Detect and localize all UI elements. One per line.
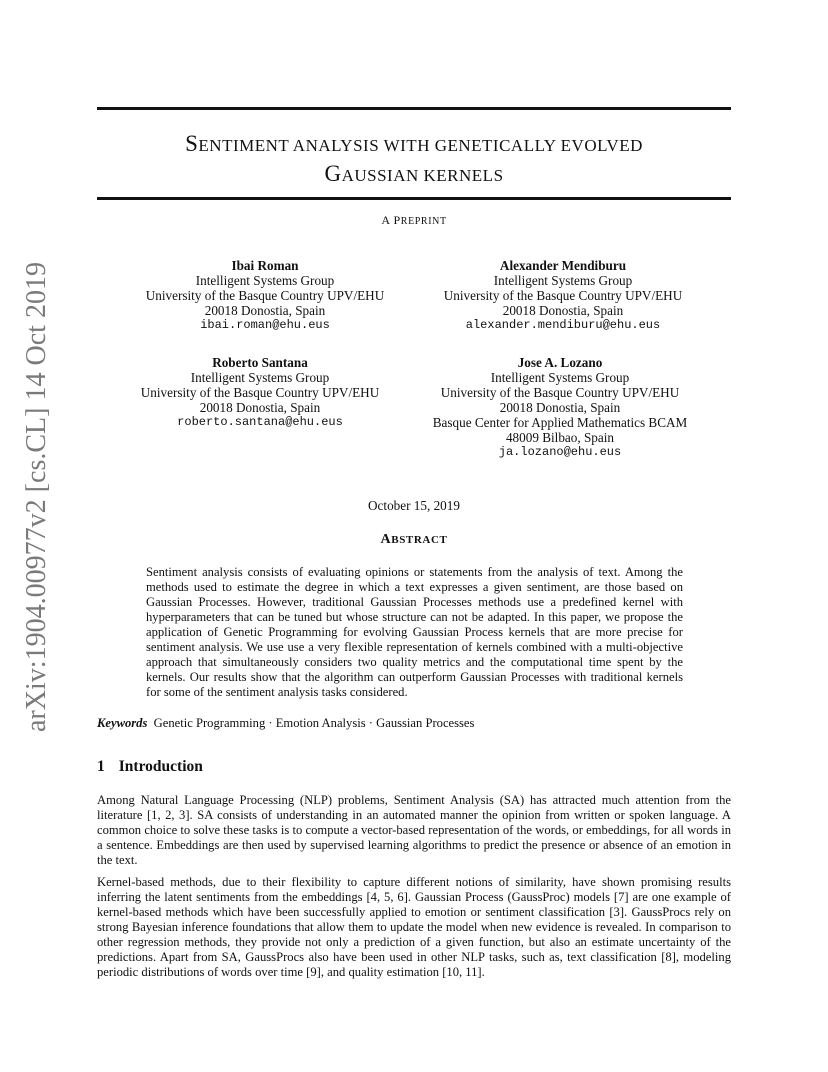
author-name: Ibai Roman — [231, 258, 299, 273]
author-name: Roberto Santana — [212, 355, 308, 370]
author-affiliation: Intelligent Systems Group — [190, 370, 330, 385]
abstract-heading: ABSTRACT — [380, 532, 448, 547]
author-address: 20018 Donostia, Spain — [204, 303, 326, 318]
title-line-2: GAUSSIAN KERNELS — [324, 161, 504, 186]
author-block — [428, 258, 698, 333]
author-name: Jose A. Lozano — [517, 355, 603, 370]
section-number: 1 — [97, 758, 105, 775]
title-rule-top — [97, 107, 731, 110]
author-affiliation: University of the Basque Country UPV/EHU — [145, 288, 385, 303]
arxiv-identifier: arXiv:1904.00977v2 [cs.CL] 14 Oct 2019 — [21, 262, 52, 732]
author-block — [420, 355, 700, 460]
author-affiliation: University of the Basque Country UPV/EHU — [443, 288, 683, 303]
keywords — [97, 716, 731, 731]
author-address: 20018 Donostia, Spain — [499, 400, 621, 415]
author-email[interactable]: ibai.roman@ehu.eus — [200, 318, 330, 332]
title-line-1: SENTIMENT ANALYSIS WITH GENETICALLY EVOLVED — [185, 131, 643, 156]
section-title: Introduction — [118, 758, 203, 775]
arxiv-stamp-svg — [12, 262, 52, 737]
author-affiliation: Basque Center for Applied Mathematics BCAM — [432, 415, 688, 430]
preprint-label: A PREPRINT — [381, 213, 447, 227]
author-address: 48009 Bilbao, Spain — [505, 430, 615, 445]
author-block — [130, 355, 390, 430]
body-paragraph: Among Natural Language Processing (NLP) problems, Sentiment Analysis (SA) has attracted much attention from the literature [1, 2, 3]. SA consists of understanding in an automated manner the opinion from written or spoken language. A common choice to solve these tasks is to compute a vector-based representation of the words, or embeddings, for all words in a sentence. Embeddings are then used by supervised learning algorithms to predict the presence or absence of an emotion in the text. — [97, 793, 731, 867]
arxiv-stamp — [12, 262, 52, 737]
section-heading — [97, 758, 203, 776]
keywords-text: Genetic Programming · Emotion Analysis · Gaussian Processes — [153, 716, 475, 730]
keywords-label: Keywords — [97, 716, 148, 730]
author-affiliation: Intelligent Systems Group — [195, 273, 335, 288]
body-paragraph: Kernel-based methods, due to their flexibility to capture different notions of similarity, have shown promising results inferring the latent sentiments from the embeddings [4, 5, 6]. Gaussian Process (GaussProc) models [7] are one example of kernel-based methods which have been successfully applied to emotion or sentiment classification [3]. GaussProcs rely on strong Bayesian inference foundations that allow them to update the model when new evidence is revealed. In comparison to other regression methods, they provide not only a prediction of a given function, but also an estimate uncertainty of the predictions. Apart from SA, GaussProcs also have been used in other NLP tasks, such as, text classification [8], modeling periodic distributions of words over time [9], and quality estimation [10, 11]. — [97, 875, 731, 979]
paper-title — [97, 130, 731, 190]
author-name: Alexander Mendiburu — [499, 258, 627, 273]
author-affiliation: University of the Basque Country UPV/EHU — [440, 385, 680, 400]
author-block — [135, 258, 395, 333]
author-affiliation: Intelligent Systems Group — [493, 273, 633, 288]
author-address: 20018 Donostia, Spain — [502, 303, 624, 318]
author-affiliation: University of the Basque Country UPV/EHU — [140, 385, 380, 400]
author-address: 20018 Donostia, Spain — [199, 400, 321, 415]
title-rule-bottom — [97, 197, 731, 200]
abstract-body: Sentiment analysis consists of evaluating opinions or statements from the analysis of text. Among the methods used to estimate the degree in which a text expresses a given sentiment, are those based on Gaussian Processes. However, traditional Gaussian Processes methods use a predefined kernel with hyperparameters that can be tuned but whose structure can not be adapted. In this paper, we propose the application of Genetic Programming for evolving Gaussian Process kernels that are more precise for sentiment analysis. We use use a very flexible representation of kernels combined with a multi-objective approach that simultaneously considers two quality metrics and the computational time spent by the kernels. Our results show that the algorithm can outperform Gaussian Processes with traditional kernels for some of the sentiment analysis tasks considered. — [146, 565, 683, 699]
author-affiliation: Intelligent Systems Group — [490, 370, 630, 385]
author-email[interactable]: ja.lozano@ehu.eus — [498, 445, 622, 459]
author-email[interactable]: roberto.santana@ehu.eus — [177, 415, 343, 429]
author-email[interactable]: alexander.mendiburu@ehu.eus — [465, 318, 661, 332]
publication-date: October 15, 2019 — [368, 498, 460, 513]
